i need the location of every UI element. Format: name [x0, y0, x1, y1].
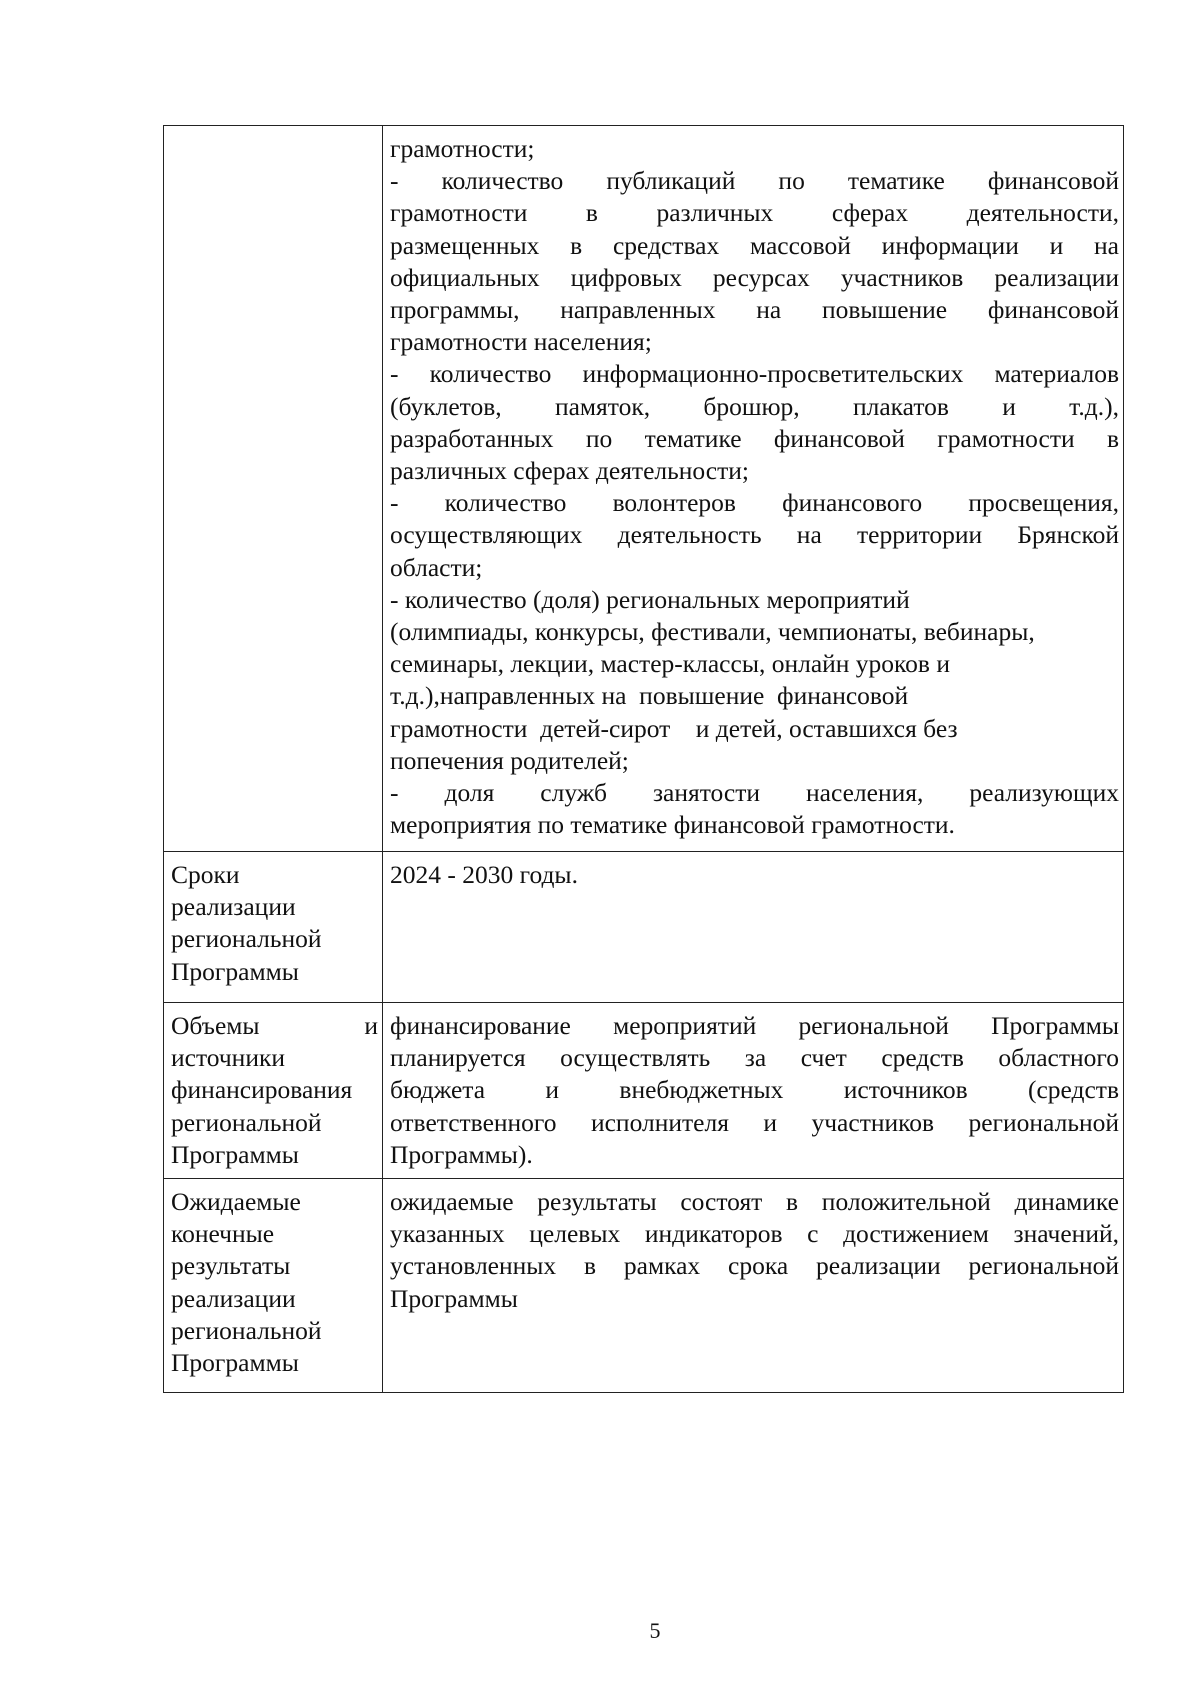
- label-line: Программы: [171, 1139, 299, 1169]
- text-line: (олимпиады, конкурсы, фестивали, чемпионаты, вебинары,: [390, 617, 1035, 647]
- text-line: - количество (доля) региональных мероприятий: [390, 584, 910, 614]
- label-line: финансирования: [171, 1075, 353, 1105]
- row-label-empty: [164, 126, 383, 852]
- text-line: бюджета и внебюджетных источников (средств: [390, 1075, 1119, 1105]
- text-line: - доля служб занятости населения, реализующих: [390, 778, 1119, 808]
- table-row-indicators: [164, 126, 1124, 852]
- text-line: грамотности;: [390, 134, 535, 163]
- text-line: планируется осуществлять за счет средств областного: [390, 1043, 1119, 1073]
- text-line: программы, направленных на повышение финансовой: [390, 295, 1119, 325]
- text-line: - количество информационно-просветительских материалов: [390, 359, 1119, 389]
- text-line: (буклетов, памяток, брошюр, плакатов и т.д.),: [390, 391, 1119, 421]
- text-line: Программы).: [390, 1139, 533, 1169]
- text-line: указанных целевых индикаторов с достижением значений,: [390, 1219, 1119, 1249]
- label-line: региональной: [171, 1315, 322, 1345]
- text-line: грамотности детей-сирот и детей, оставшихся без: [390, 713, 958, 743]
- text-line: т.д.),направленных на повышение финансовой: [390, 681, 909, 711]
- text-line: грамотности населения;: [390, 327, 652, 357]
- text-line: осуществляющих деятельность на территории Брянской: [390, 520, 1119, 550]
- results-label-cell: [164, 1179, 383, 1393]
- text-line: - количество публикаций по тематике финансовой: [390, 166, 1119, 196]
- label-line: Ожидаемые: [171, 1187, 301, 1216]
- text-line: Программы: [390, 1283, 518, 1313]
- text-line: установленных в рамках срока реализации региональной: [390, 1251, 1119, 1281]
- text-line: грамотности в различных сферах деятельности,: [390, 198, 1119, 228]
- label-line: Сроки: [171, 860, 240, 889]
- program-passport-table: [163, 125, 1124, 1393]
- text-line: попечения родителей;: [390, 745, 629, 775]
- text-line: разработанных по тематике финансовой грамотности в: [390, 423, 1119, 453]
- text-line: области;: [390, 552, 483, 582]
- label-line: реализации: [171, 1283, 296, 1313]
- page-number: 5: [649, 1618, 661, 1643]
- indicators-text-cell: [383, 126, 1124, 852]
- funding-label-cell: [164, 1003, 383, 1179]
- text-line: официальных цифровых ресурсах участников реализации: [390, 262, 1119, 292]
- label-line: источники: [171, 1043, 286, 1073]
- results-value-cell: [383, 1179, 1124, 1393]
- text-line: размещенных в средствах массовой информации и на: [390, 230, 1119, 260]
- label-line: Программы: [171, 1348, 299, 1378]
- label-line: реализации: [171, 892, 296, 922]
- label-line: результаты: [171, 1251, 291, 1281]
- table-row-funding: [164, 1003, 1124, 1179]
- terms-label-cell: [164, 852, 383, 1003]
- funding-value-cell: [383, 1003, 1124, 1179]
- label-line: Объемы и: [171, 1011, 378, 1040]
- text-line: - количество волонтеров финансового просвещения,: [390, 488, 1119, 518]
- text-line: мероприятия по тематике финансовой грамотности.: [390, 810, 955, 840]
- text-line: различных сферах деятельности;: [390, 456, 749, 486]
- table-row-terms: [164, 852, 1124, 1003]
- terms-value: 2024 - 2030 годы.: [390, 860, 578, 889]
- terms-value-cell: [383, 852, 1124, 1003]
- text-line: ожидаемые результаты состоят в положительной динамике: [390, 1187, 1119, 1216]
- text-line: семинары, лекции, мастер-классы, онлайн уроков и: [390, 649, 950, 679]
- label-line: региональной: [171, 924, 322, 954]
- label-line: региональной: [171, 1107, 322, 1137]
- label-line: конечные: [171, 1219, 275, 1249]
- label-line: Программы: [171, 956, 299, 986]
- text-line: ответственного исполнителя и участников региональной: [390, 1107, 1119, 1137]
- text-line: финансирование мероприятий региональной Программы: [390, 1011, 1119, 1040]
- table-row-results: [164, 1179, 1124, 1393]
